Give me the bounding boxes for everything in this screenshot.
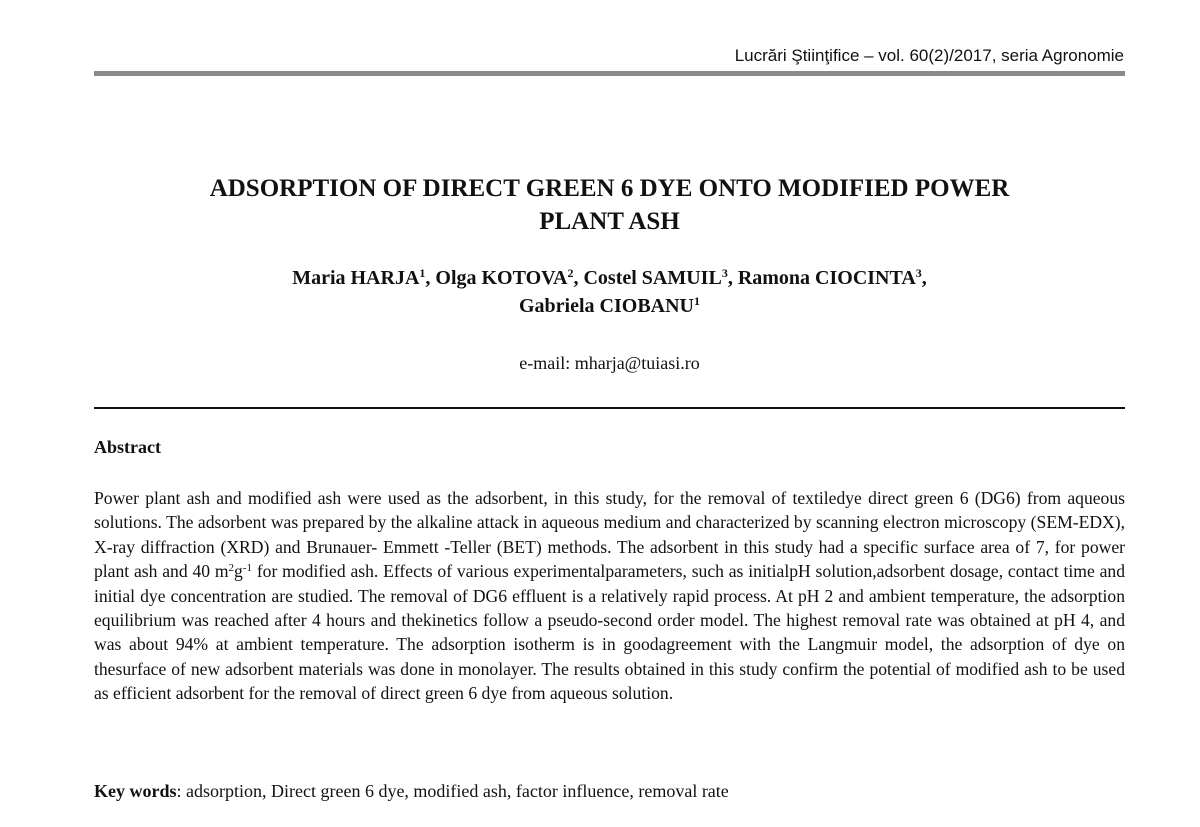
author-affiliation: 2 — [567, 266, 574, 280]
author-name: Ramona CIOCINTA — [737, 267, 916, 289]
unit-g: g — [234, 561, 243, 582]
keywords-list: : adsorption, Direct green 6 dye, modified ash, factor influence, removal rate — [176, 781, 729, 801]
keywords — [94, 781, 1125, 802]
author-line-2 — [94, 292, 1125, 320]
paper-title — [94, 172, 1125, 238]
author-line-1 — [94, 264, 1125, 292]
abstract-text — [94, 486, 1125, 706]
author-name: Olga KOTOVA — [435, 267, 568, 289]
author-name: Gabriela CIOBANU — [519, 295, 694, 317]
author-affiliation: 1 — [694, 294, 700, 308]
author-separator: , — [573, 267, 584, 289]
running-header: Lucrări Ştiinţifice – vol. 60(2)/2017, seria Agronomie — [734, 46, 1124, 65]
author-separator: , — [921, 267, 927, 289]
header-rule — [94, 71, 1125, 76]
title-line-2: PLANT ASH — [539, 208, 680, 235]
unit-superscript: -1 — [242, 562, 253, 575]
author-affiliation: 3 — [721, 266, 728, 280]
keywords-label: Key words — [94, 781, 177, 801]
author-name: Costel SAMUIL — [583, 267, 722, 289]
title-line-1: ADSORPTION OF DIRECT GREEN 6 DYE ONTO MODIFIED POWER — [209, 175, 1010, 202]
unit-superscript: 2 — [228, 562, 235, 575]
author-name: Maria HARJA — [292, 267, 420, 289]
section-rule — [94, 407, 1125, 409]
abstract-text-part-2: for modified ash. Effects of various experimentalparameters, such as initialpH solution,adsorbent dosage, contact time and initial dye concentration are studied. The removal of DG6 effluent is a relatively rapid process. At pH 2 and ambient temperature, the adsorption equilibrium was reached after 4 hours and thekinetics follow a pseudo-second order model. The highest removal rate was obtained at pH 4, and was about 94% at ambient temperature. The adsorption isotherm is in goodagreement with the Langmuir model, the adsorption of dye on thesurface of new adsorbent materials was done in monolayer. The results obtained in this study confirm the potential of modified ash to be used as efficient adsorbent for the removal of direct green 6 dye from aqueous solution. — [94, 561, 1125, 704]
abstract-text-part-1: Power plant ash and modified ash were used as the adsorbent, in this study, for the removal of textiledye direct green 6 (DG6) from aqueous solutions. The adsorbent was prepared by the alkaline attack in aqueous medium and characterized by scanning electron microscopy (SEM-EDX), X-ray diffraction (XRD) and Brunauer- Emmett -Teller (BET) methods. The adsorbent in this study had a specific surface area of 7, for power plant ash and 40 m — [94, 488, 1125, 582]
author-separator: , — [727, 267, 738, 289]
author-affiliation: 1 — [419, 266, 426, 280]
abstract-heading: Abstract — [94, 437, 161, 457]
contact-email: e-mail: mharja@tuiasi.ro — [519, 353, 700, 373]
author-list — [94, 264, 1125, 320]
author-affiliation: 3 — [915, 266, 922, 280]
author-separator: , — [425, 267, 436, 289]
